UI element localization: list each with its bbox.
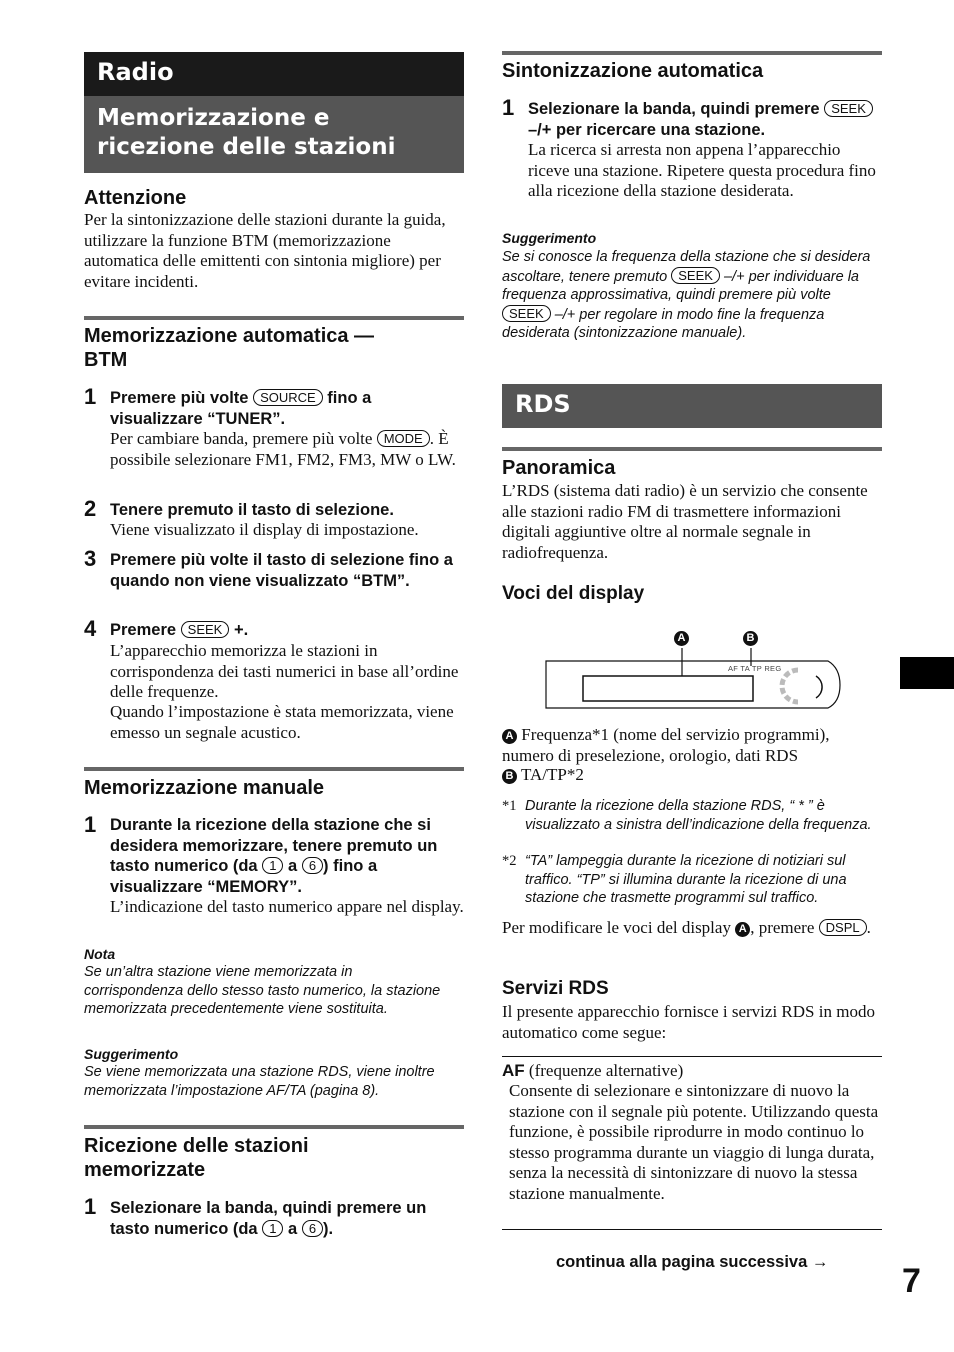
- btm-step-4: Premere SEEK +.: [110, 621, 249, 639]
- sint-step-1-number: 1: [502, 95, 515, 120]
- manuale-step-1-body: L’indicazione del tasto numerico appare nel display.: [110, 897, 464, 916]
- ricezione-step-1: Selezionare la banda, quindi premere un tasto numerico (da 1 a 6 ).: [110, 1199, 427, 1238]
- sint-sugg-label: Suggerimento: [502, 230, 597, 246]
- sint-seek-key: SEEK: [824, 100, 873, 117]
- ric-key-6: 6: [302, 1220, 323, 1237]
- item-b: [502, 765, 882, 786]
- btm-step-2-number: 2: [84, 496, 97, 521]
- btm-step-1: Premere più volte SOURCE fino a visualizzare “TUNER”.: [110, 389, 372, 428]
- btm-step-3-number: 3: [84, 546, 97, 571]
- af-label: AF: [502, 1061, 525, 1080]
- af-text: Consente di selezionare e sintonizzare di nuovo la stazione con il segnale più potente. Utilizzando questa funzione, è possibile riprodurre in modo continuo lo stesso programma durante un viaggio di lunga durata, senza la necessità di sintonizzare di nuovo la stessa stazione manualmente.: [509, 1081, 879, 1203]
- sint-sugg-text: Se si conosce la frequenza della stazione che si desidera ascoltare, tenere premuto SEEK –/+ per individuare la frequenza approssimativa, quindi premere più volte SEEK –/+ per regolare in modo fine la frequenza desiderata (sintonizzazione manuale).: [502, 249, 871, 341]
- sintonizzazione-heading: Sintonizzazione automatica: [502, 60, 764, 82]
- continue-text: continua alla pagina successiva: [556, 1253, 808, 1271]
- sugg-seek-key-2: SEEK: [502, 305, 551, 322]
- attenzione-text: Per la sintonizzazione delle stazioni durante la guida, utilizzare la funzione BTM (memorizzazione automatica delle emittenti con sintonia migliore) per evitare incidenti.: [84, 210, 446, 291]
- sint-step-1-body: La ricerca si arresta non appena l’apparecchio riceve una stazione. Ripetere questa procedura fino alla ricezione della stazione desiderata.: [528, 140, 876, 200]
- item-b-text: TA/TP*2: [520, 765, 584, 784]
- page-number: 7: [902, 1262, 921, 1300]
- key-1: 1: [262, 857, 283, 874]
- sintonizzazione-rule: [502, 51, 882, 55]
- source-key: SOURCE: [253, 389, 323, 406]
- manuale-sugg-text: Se viene memorizzata una stazione RDS, viene inoltre memorizzata l’impostazione AF/TA (pagina 8).: [84, 1064, 435, 1099]
- display-indicators: AF TA TP REG: [728, 664, 782, 673]
- btm-rule: [84, 316, 464, 320]
- item-b-marker: B: [502, 769, 517, 784]
- rds-title: RDS: [515, 390, 571, 418]
- footnote-1-mark: *1: [502, 798, 517, 814]
- manuale-step-1: Durante la ricezione della stazione che si desidera memorizzare, tenere premuto un tasto numerico (da 1 a 6 ) fino a visualizzare “MEMORY”.: [110, 816, 438, 896]
- manuale-heading: Memorizzazione manuale: [84, 777, 325, 799]
- rds-title-bar: [502, 384, 882, 428]
- sugg-seek-key-1: SEEK: [671, 267, 720, 284]
- ricezione-rule: [84, 1125, 464, 1129]
- af-rule-bottom: [502, 1229, 882, 1230]
- mode-key: MODE: [377, 430, 430, 447]
- btm-step-4-number: 4: [84, 616, 97, 641]
- nota-label: Nota: [84, 946, 116, 962]
- panoramica-heading: Panoramica: [502, 457, 616, 479]
- continue-line: [556, 1253, 828, 1272]
- af-sub: (frequenze alternative): [528, 1061, 684, 1080]
- manuale-sugg-label: Suggerimento: [84, 1046, 179, 1062]
- panoramica-rule: [502, 447, 882, 451]
- voci-heading: Voci del display: [502, 583, 645, 604]
- dspl-key: DSPL: [819, 919, 867, 936]
- servizi-heading: Servizi RDS: [502, 978, 609, 999]
- panoramica-text: L’RDS (sistema dati radio) è un servizio che consente alle stazioni radio FM di trasmettere informazioni digitali aggiuntive oltre al normale segnale in radiofrequenza.: [502, 481, 868, 562]
- footnote-2-mark: *2: [502, 853, 517, 869]
- display-diagram: [540, 628, 850, 713]
- manuale-step-1-number: 1: [84, 812, 97, 837]
- ricezione-heading: Ricezione delle stazioni memorizzate: [84, 1135, 309, 1181]
- footnote-1: Durante la ricezione della stazione RDS, “ * ” è visualizzato a sinistra dell’indicazione della frequenza.: [525, 798, 872, 833]
- callout-b: B: [743, 631, 758, 646]
- af-rule-top: [502, 1056, 882, 1057]
- btm-step-4-body-2: Quando l’impostazione è stata memorizzata, viene emesso un segnale acustico.: [110, 702, 454, 742]
- radio-title: Radio: [97, 58, 174, 86]
- nota-text: Se un’altra stazione viene memorizzata in corrispondenza dello stesso tasto numerico, la stazione memorizzata precedentemente viene sostituita.: [84, 964, 441, 1017]
- key-6: 6: [302, 857, 323, 874]
- seek-key: SEEK: [181, 621, 230, 638]
- section-title: Memorizzazione e ricezione delle stazioni: [97, 105, 396, 160]
- arrow-right-icon: →: [811, 1253, 829, 1271]
- btm-step-1-body: Per cambiare banda, premere più volte MODE . È possibile selezionare FM1, FM2, FM3, MW o LW.: [110, 429, 456, 469]
- btm-heading: Memorizzazione automatica — BTM: [84, 325, 375, 371]
- btm-step-2: Tenere premuto il tasto di selezione.: [110, 501, 394, 519]
- btm-step-4-body-1: L’apparecchio memorizza le stazioni in corrispondenza dei tasti numerici in base all’ordine delle frequenze.: [110, 641, 459, 701]
- side-tab-marker: [900, 657, 954, 689]
- servizi-text: Il presente apparecchio fornisce i servizi RDS in modo automatico come segue:: [502, 1002, 875, 1042]
- modify-display-text: Per modificare le voci del display A , premere DSPL .: [502, 918, 871, 937]
- af-label-line: [502, 1061, 882, 1082]
- btm-step-1-number: 1: [84, 384, 97, 409]
- item-a-text: Frequenza*1 (nome del servizio programmi), numero di preselezione, orologio, dati RDS: [502, 725, 830, 765]
- item-a-marker: A: [502, 729, 517, 744]
- section-title-bar: [84, 96, 464, 173]
- btm-step-3: Premere più volte il tasto di selezione fino a quando non viene visualizzato “BTM”.: [110, 551, 453, 590]
- radio-title-bar: [84, 52, 464, 96]
- attenzione-heading: Attenzione: [84, 187, 187, 209]
- sint-step-1: Selezionare la banda, quindi premere SEEK –/+ per ricercare una stazione.: [528, 99, 882, 140]
- footnote-2: “TA” lampeggia durante la ricezione di notiziari sul traffico. “TP” si illumina durante la ricezione di una stazione che trasmette programmi sul traffico.: [525, 853, 847, 906]
- modify-callout-a: A: [735, 922, 750, 937]
- btm-step-2-body: Viene visualizzato il display di impostazione.: [110, 520, 419, 539]
- display-illustration: [540, 628, 850, 713]
- callout-a: A: [674, 631, 689, 646]
- ric-key-1: 1: [262, 1220, 283, 1237]
- item-a: [502, 725, 882, 766]
- manuale-rule: [84, 767, 464, 771]
- ricezione-step-1-number: 1: [84, 1194, 97, 1219]
